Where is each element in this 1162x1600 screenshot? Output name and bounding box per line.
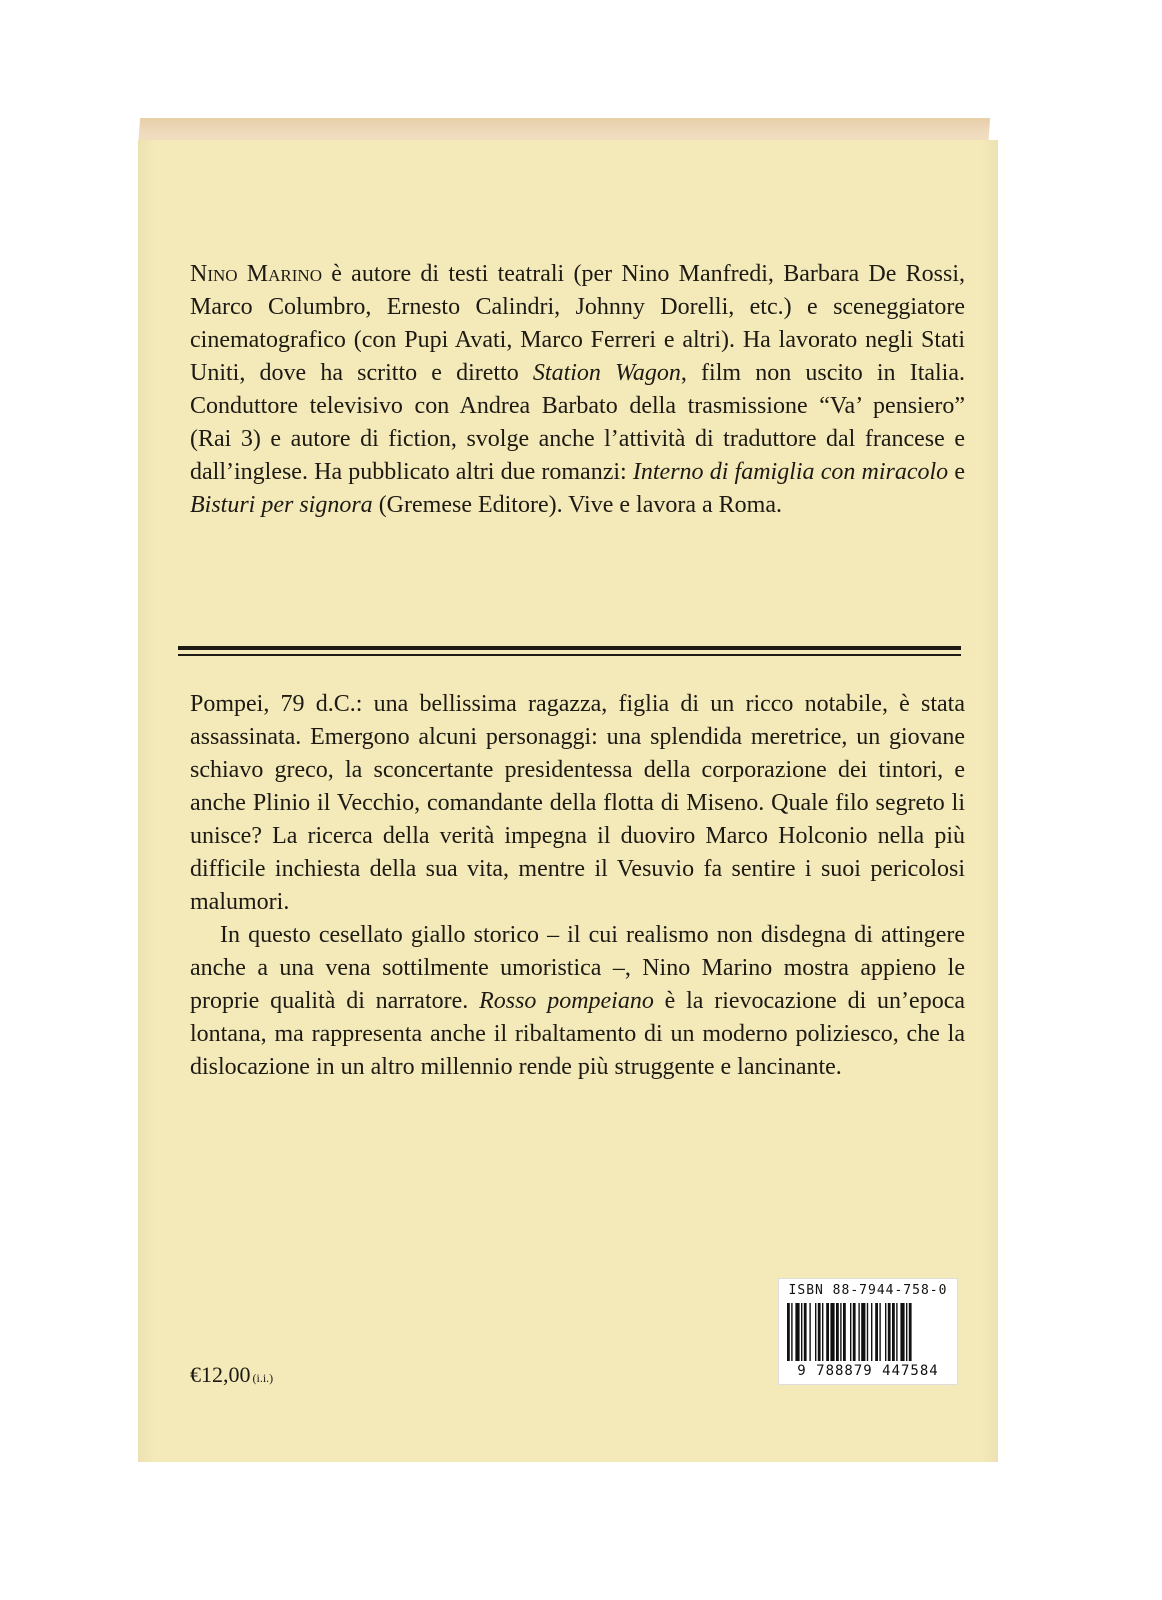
barcode-bar: [888, 1303, 891, 1361]
barcode-bar: [853, 1303, 856, 1361]
barcode-bar: [906, 1303, 907, 1361]
barcode-bar: [830, 1303, 834, 1361]
author-bio: [190, 258, 965, 522]
ean-number: 9 788879 447584: [797, 1363, 939, 1379]
book-blurb: [190, 688, 965, 1084]
bio-text-1: è autore di testi teatrali (per Nino Manfredi, Barbara De Rossi, Marco Columbro, Ernesto Calindri, Johnny Dorelli, etc.) e sceneggiatore cinematografico (con Pupi Avati, Marco Ferreri e altri). Ha lavorato negli Stati Uniti, dove ha scritto e diretto: [190, 261, 966, 386]
book-title: Rosso pompeiano: [479, 988, 654, 1014]
barcode-bar: [850, 1303, 851, 1361]
barcode-bar: [861, 1303, 865, 1361]
barcode-bar: [791, 1303, 792, 1361]
bio-text-3: (Gremese Editore). Vive e lavora a Roma.: [378, 492, 782, 518]
section-divider-thick: [178, 646, 961, 650]
section-divider-thin: [178, 654, 961, 656]
barcode-bar: [815, 1303, 816, 1361]
barcode-label: [778, 1278, 958, 1385]
barcode-bar: [867, 1303, 868, 1361]
barcode-bar: [879, 1303, 880, 1361]
barcode-bar: [804, 1303, 807, 1361]
bio-text-2: , film non uscito in Italia. Conduttore televisivo con Andrea Barbato della trasmissione “Va’ pensiero” (Rai 3) e autore di fiction, svolge anche l’attività di traduttore dal francese e dall’inglese. Ha pubblicato altri due romanzi:: [190, 360, 966, 485]
barcode-bar: [900, 1303, 904, 1361]
barcode-bar: [836, 1303, 839, 1361]
barcode-bar: [892, 1303, 895, 1361]
barcode-bar: [858, 1303, 859, 1361]
isbn-number: ISBN 88-7944-758-0: [788, 1283, 948, 1298]
conjunction: e: [954, 459, 966, 485]
blurb-paragraph-2: [190, 919, 965, 1084]
film-title: Station Wagon: [532, 360, 681, 386]
barcode-bar: [885, 1303, 886, 1361]
blurb-paragraph-2-start: In questo cesellato giallo storico – il cui realismo non disdegna di attingere anche a una vena sottilmente umoristica –, Nino Marino mostra appieno le proprie qualità di narratore.: [190, 922, 965, 1014]
barcode-bar: [840, 1303, 841, 1361]
barcode-bar: [795, 1303, 799, 1361]
barcode-bar: [896, 1303, 897, 1361]
author-name: Nino Marino: [190, 261, 322, 287]
barcode-bar: [809, 1303, 810, 1361]
novel-title-2: Bisturi per signora: [190, 492, 373, 518]
barcode-bar: [818, 1303, 821, 1361]
barcode-bar: [909, 1303, 912, 1361]
novel-title-1: Interno di famiglia con miracolo: [632, 459, 949, 485]
blurb-paragraph-2-end: è la rievocazione di un’epoca lontana, ma rappresenta anche il ribaltamento di un moderno poliziesco, che la dislocazione in un altro millennio rende più struggente e lancinante.: [190, 988, 966, 1080]
price-tax-note: (i.i.): [252, 1371, 274, 1385]
price-tag: [190, 1362, 273, 1388]
barcode-bar: [801, 1303, 802, 1361]
barcode-bar: [787, 1303, 790, 1361]
barcode-bar: [826, 1303, 829, 1361]
barcode-bar: [875, 1303, 878, 1361]
barcode-bar: [843, 1303, 846, 1361]
blurb-paragraph-1: Pompei, 79 d.C.: una bellissima ragazza, figlia di un ricco notabile, è stata assassinata. Emergono alcuni personaggi: una splendida meretrice, un giovane schiavo greco, la sconcertante presidentessa della corporazione dei tintori, e anche Plinio il Vecchio, comandante della flotta di Miseno. Quale filo segreto li unisce? La ricerca della verità impegna il duoviro Marco Holconio nella più difficile inchiesta della sua vita, mentre il Vesuvio fa sentire i suoi pericolosi malumori.: [190, 691, 965, 915]
barcode-bar: [822, 1303, 823, 1361]
price-amount: €12,00: [190, 1362, 251, 1387]
barcode-bar: [871, 1303, 872, 1361]
barcode-bars: [787, 1303, 949, 1361]
